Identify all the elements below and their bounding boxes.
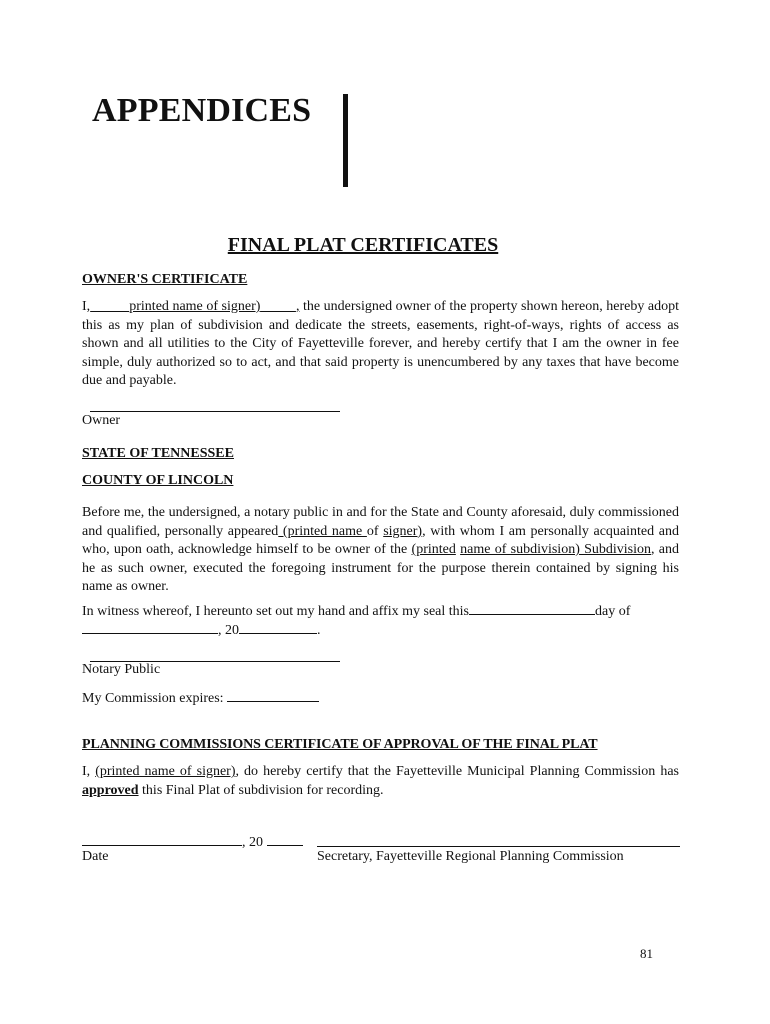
planning-paragraph — [82, 763, 679, 800]
secretary-signature-line — [317, 846, 680, 847]
owners-certificate-heading: OWNER'S CERTIFICATE — [82, 272, 248, 287]
planning-text-c: , do hereby certify that the Fayetteville Municipal Planning Commission has — [235, 764, 679, 779]
county-heading: COUNTY OF LINCOLN — [82, 473, 234, 488]
year-prefix: , 20 — [218, 623, 239, 638]
owner-signature-line — [90, 411, 340, 412]
notary-signer: signer) — [383, 523, 423, 539]
owner-label: Owner — [82, 413, 121, 428]
date-year-prefix: , 20 — [242, 835, 263, 850]
owner-name-comma: , — [295, 299, 300, 314]
state-heading: STATE OF TENNESSEE — [82, 446, 234, 461]
owner-name-placeholder: printed name of signer) — [129, 299, 261, 314]
owner-name-blank — [90, 299, 299, 314]
planning-text-a: I, — [82, 764, 96, 779]
notary-paragraph — [82, 504, 679, 597]
day-of-text: day of — [594, 604, 631, 619]
notary-public-label: Notary Public — [82, 662, 161, 677]
owners-certificate-paragraph — [82, 298, 679, 391]
secretary-label: Secretary, Fayetteville Regional Planning Commission — [317, 849, 624, 864]
appendices-heading: APPENDICES — [92, 92, 312, 129]
date-year-blank[interactable] — [267, 832, 303, 846]
commission-date-blank[interactable] — [227, 688, 319, 702]
notary-subdivision-name: name of subdivision) Subdivision — [460, 542, 652, 557]
month-blank[interactable] — [82, 620, 218, 634]
notary-text-a: Before me, the undersigned, a notary public in and for the State and County aforesaid, duly commissioned and qualified, personally appeared — [82, 505, 679, 539]
owner-paragraph-text: the undersigned owner of the property shown hereon, hereby adopt this as my plan of subdivision and dedicate the streets, easements, right-of-ways, rights of access as shown and all utilities to the City of Fayetteville forever, and hereby certify that I am the owner in fee simple, duly authorized so to act, and that said property is unencumbered by any taxes that have become due and payable. — [82, 299, 680, 388]
witness-line-1 — [82, 601, 630, 620]
date-blank[interactable] — [82, 832, 242, 846]
notary-text-e: , with whom I am personally acquainted and who, upon oath, acknowledge himself to be owner of the — [82, 523, 680, 557]
vertical-rule — [343, 94, 348, 187]
notary-text-of: of — [366, 523, 384, 539]
witness-text: In witness whereof, I hereunto set out my hand and affix my seal this — [82, 604, 469, 619]
planning-certificate-heading: PLANNING COMMISSIONS CERTIFICATE OF APPROVAL OF THE FINAL PLAT — [82, 737, 598, 752]
notary-text-i: , and he as such owner, executed the foregoing instrument for the purpose therein contained by signing his name as owner. — [82, 542, 680, 594]
commission-label: My Commission expires: — [82, 691, 224, 706]
approved-text: approved — [82, 782, 139, 798]
planning-text-e: this Final Plat of subdivision for recording. — [138, 782, 384, 798]
day-blank[interactable] — [469, 601, 595, 615]
notary-printed-name: (printed name — [278, 523, 367, 539]
document-title: FINAL PLAT CERTIFICATES — [227, 234, 499, 256]
planning-printed-name: (printed name of signer) — [95, 764, 236, 779]
date-label: Date — [82, 849, 109, 864]
date-line — [82, 832, 303, 851]
page-number: 81 — [640, 946, 653, 961]
witness-period: . — [317, 623, 321, 638]
notary-printed: (printed — [411, 542, 456, 557]
commission-expires — [82, 688, 319, 707]
owner-prefix: I, — [82, 299, 91, 314]
year-blank[interactable] — [239, 620, 317, 634]
witness-line-2 — [82, 620, 321, 639]
